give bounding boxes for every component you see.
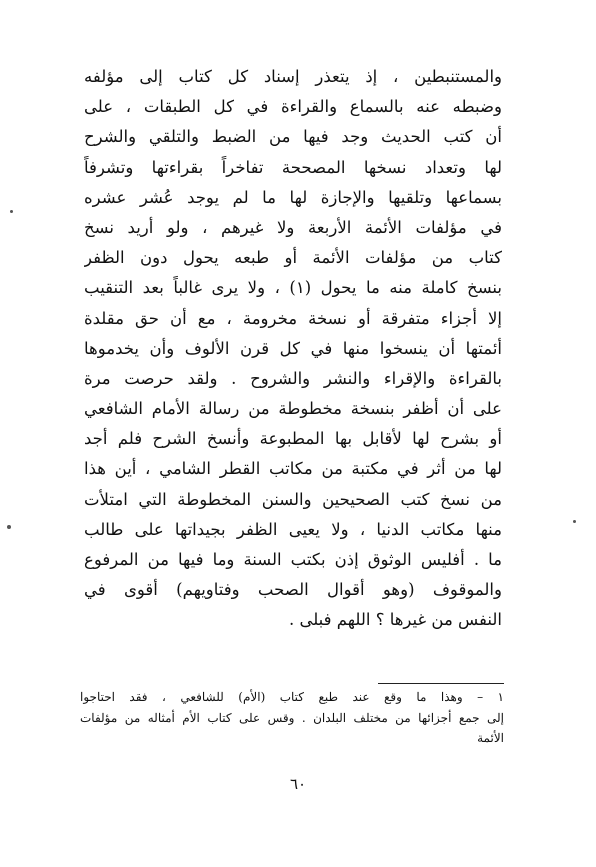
scan-speck xyxy=(10,210,13,213)
page-number: ٦٠ xyxy=(289,775,307,793)
footnote-line: إلى جمع أجزائها من مختلف البلدان . وقس على كتاب الأم أمثاله من مؤلفات xyxy=(80,710,504,725)
text-line: النفس من غيرها ؟ اللهم فبلى . xyxy=(288,610,502,630)
text-line: إلا أجزاء متفرقة أو نسخة مخرومة ، مع أن حق مقلدة xyxy=(84,308,502,328)
text-line: أن كتب الحديث وجد فيها من الضبط والتلقي والشرح xyxy=(84,127,502,147)
scan-speck xyxy=(573,520,576,523)
text-line: بسماعها وتلقيها والإجازة لها ما لم يوجد عُشر عشره xyxy=(84,187,502,207)
scan-speck xyxy=(7,525,11,529)
main-text-block xyxy=(84,62,502,636)
text-line: من نسخ كتب الصحيحين والسنن المخطوطة التي امتلأت xyxy=(84,489,502,509)
text-line: كتاب من مؤلفات الأئمة أو طبعه يحول دون الظفر xyxy=(84,248,502,268)
text-line: على أن أظفر بنسخة مخطوطة من رسالة الأمام الشافعي xyxy=(84,399,502,419)
footnote-line: ١ – وهذا ما وقع عند طبع كتاب (الأم) للشافعي ، فقد احتاجوا xyxy=(80,690,504,704)
text-line: أو بشرح لها لأقابل بها المطبوعة وأنسخ الشرح فلم أجد xyxy=(84,429,502,449)
text-line: بنسخ كاملة منه ما يحول (١) ، ولا يرى غالباً بعد التنقيب xyxy=(84,278,502,298)
text-line: لها من أثر في مكتبة من مكاتب القطر الشامي ، أين هذا xyxy=(84,459,502,479)
text-line: والموقوف (وهو أقوال الصحب وفتاويهم) أقوى في xyxy=(84,580,502,600)
footnote-divider xyxy=(378,683,504,684)
footnote-block xyxy=(80,687,504,749)
text-line: أئمتها أن ينسخوا منها في كل قرن الألوف وأن يخدموها xyxy=(84,338,502,358)
footnote-line: الأئمة xyxy=(477,731,504,745)
text-line: بالقراءة والإقراء والنشر والشروح . ولقد حرصت مرة xyxy=(84,368,502,388)
text-line: في مؤلفات الأئمة الأربعة ولا غيرهم ، ولو أريد نسخ xyxy=(84,217,502,237)
text-line: ما . أفليس الوثوق إذن بكتب السنة وما فيها من المرفوع xyxy=(84,550,502,569)
text-line: لها وتعداد نسخها المصححة تفاخراً بقراءتها وتشرفاً xyxy=(84,157,502,177)
text-line: منها مكاتب الدنيا ، ولا يعيى الظفر بجيداتها على طالب xyxy=(84,519,502,539)
text-line: وضبطه عنه بالسماع والقراءة في كل الطبقات ، على xyxy=(84,97,502,117)
text-line: والمستنبطين ، إذ يتعذر إسناد كل كتاب إلى مؤلفه xyxy=(84,67,502,86)
